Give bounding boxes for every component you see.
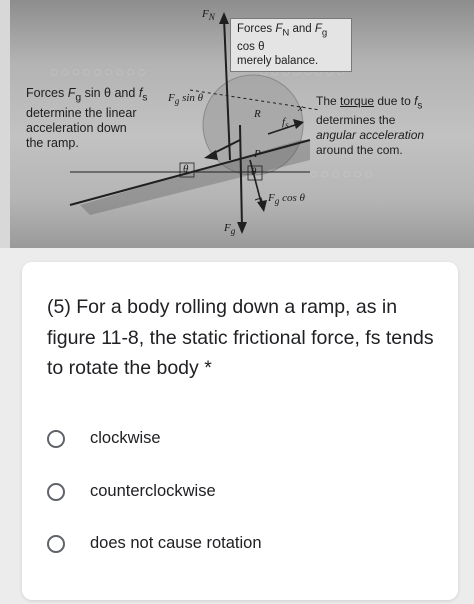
photo-margin [0,0,10,248]
callout-text: merely balance. [237,55,319,68]
normal-force-label [202,8,215,22]
x-axis-label: x [298,102,303,114]
vector-symbol: F [314,23,322,35]
radio-button[interactable] [47,430,65,448]
annotation-text: torque [340,94,375,108]
left-annotation [26,86,166,151]
contact-point-label: P [254,148,261,160]
question-title [47,292,447,384]
bleed-through-text: ◌ ◌ ◌ ◌ ◌ ◌ ◌ ◌ ◌ [50,64,146,79]
annotation-text: around the com. [316,143,403,158]
vector-subscript: s [142,92,148,104]
vector-subscript: g [230,226,236,237]
question-card [22,262,458,600]
gravity-label [224,222,235,236]
vector-symbol: f [138,86,143,100]
required-marker: * [204,357,212,379]
question-text: (5) For a body rolling down a ramp, as in figure 11-8, the static frictional force, fs tends to rotate the body [47,296,434,379]
figure-photo [10,0,474,248]
vector-subscript: N [282,27,290,39]
annotation-text: angular acceleration [316,128,425,143]
vector-suffix: cos θ [279,192,305,204]
vector-subscript: g [274,196,280,207]
annotation-text: Forces [26,86,68,100]
annotation-text: determines the [316,113,396,128]
option-label: counterclockwise [90,482,216,500]
vector-subscript: N [208,12,215,23]
radio-button[interactable] [47,483,65,501]
right-annotation [316,94,466,158]
vector-suffix: sin θ [179,92,204,104]
friction-label [282,116,289,130]
vector-symbol: F [275,23,283,35]
annotation-text: determine the linear [26,105,137,120]
radius-label: R [254,108,261,120]
bleed-through-text: ◌ ◌ ◌ ◌ ◌ ◌ [310,166,373,181]
vector-symbol: F [268,192,275,204]
callout-text: Forces [237,23,276,35]
annotation-text: due to [374,94,415,108]
vector-subscript: g [321,27,328,39]
option-label: clockwise [90,429,161,447]
radio-button[interactable] [47,535,65,553]
vector-symbol: F [224,222,231,234]
vector-symbol: F [168,92,175,104]
gravity-arrowhead [237,222,247,234]
top-callout [230,18,352,72]
angle-label: θ [183,163,189,175]
vector-symbol: f [414,94,418,108]
normal-force-arrowhead [219,12,229,24]
annotation-text: the ramp. [26,135,79,150]
option-no-rotation[interactable] [47,534,262,553]
vector-symbol: F [202,8,209,20]
vector-subscript: g [174,96,180,107]
callout-text: and [289,23,315,35]
angle-label: θ [251,166,257,178]
callout-text: cos θ [237,41,265,54]
annotation-text: acceleration down [26,120,127,135]
option-label: does not cause rotation [90,534,262,552]
option-clockwise[interactable] [47,429,161,448]
vector-subscript: s [417,100,423,112]
vector-symbol: f [282,116,286,128]
gravity-cos-label [268,192,305,206]
vector-subscript: s [285,120,289,131]
vector-subscript: g [75,92,82,104]
annotation-text: The [316,94,341,108]
annotation-text: sin θ and [81,86,139,100]
vector-symbol: F [67,86,76,100]
option-counterclockwise[interactable] [47,482,216,501]
gravity-sin-label [168,92,203,106]
